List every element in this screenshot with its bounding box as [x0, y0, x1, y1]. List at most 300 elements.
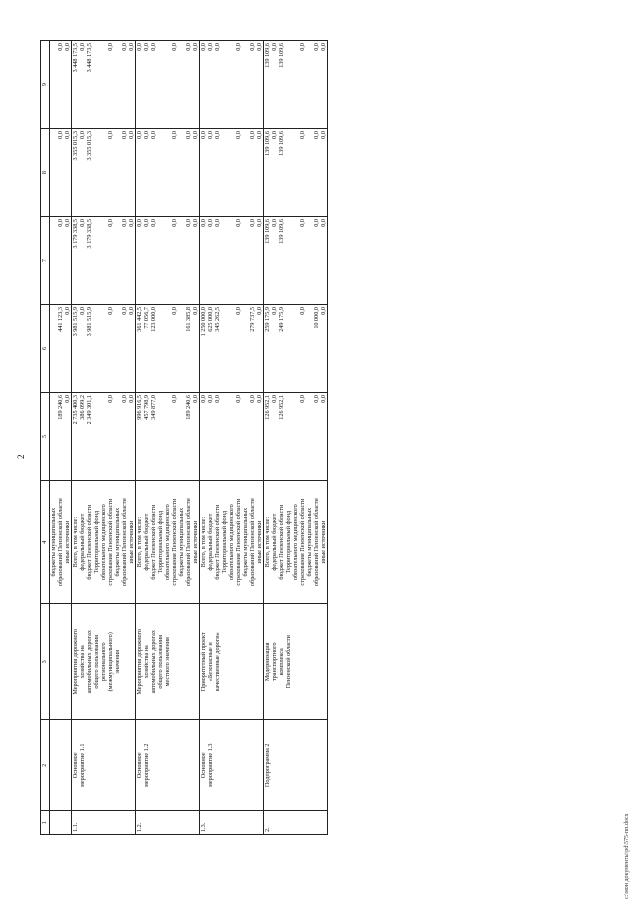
cell-text-line: бюджет Пензенской области [214, 504, 221, 580]
spacer [242, 307, 249, 390]
value: 0,0 [256, 43, 263, 51]
value: 0,0 [107, 307, 114, 315]
value: 126 952,1 [278, 394, 285, 420]
row-number-cell [136, 811, 200, 835]
cell-text-line: автомобильных дорогах [86, 630, 93, 694]
spacer [164, 307, 171, 390]
cell-text-line: иные источники [192, 520, 199, 564]
value: 441 123,3 [57, 307, 64, 332]
cell-text-line: Основное [200, 752, 207, 779]
cell-text-line: Территориальный фонд [285, 510, 292, 574]
value: 0,0 [256, 394, 263, 403]
row-number-cell [264, 811, 328, 835]
cell-text-line: Территориальный фонд [93, 510, 100, 574]
value: 0,0 [235, 219, 242, 227]
cell-text-line: бюджеты муниципальных [50, 507, 57, 577]
value-cell [200, 217, 264, 305]
spacer [50, 43, 57, 126]
value: 161 385,8 [185, 307, 192, 332]
value: 0,0 [136, 131, 143, 139]
value: 0,0 [79, 219, 86, 227]
value: 0,0 [79, 131, 86, 139]
value-cell [200, 392, 264, 480]
spacer [178, 219, 185, 302]
value: 0,0 [207, 131, 214, 139]
value: 0,0 [299, 394, 306, 403]
item-name-cell [72, 604, 136, 720]
value: 0,0 [171, 219, 178, 227]
cell-text-line: Подпрограмма 2 [264, 743, 271, 788]
value: 0,0 [192, 43, 199, 51]
value-cell [200, 41, 264, 129]
value: 0,0 [185, 219, 192, 227]
value: 0,0 [143, 131, 150, 139]
spacer [292, 131, 299, 214]
value: 0,0 [299, 131, 306, 139]
spacer [114, 307, 121, 390]
cell-text-line: Модернизация [264, 642, 271, 682]
value: 2 349 301,1 [86, 394, 93, 425]
value: 0,0 [121, 43, 128, 51]
value: 0,0 [313, 131, 320, 139]
value: 0,0 [64, 131, 71, 139]
value: 0,0 [249, 43, 256, 51]
value: 0,0 [200, 219, 207, 227]
spacer [50, 219, 57, 302]
value: 0,0 [299, 219, 306, 227]
cell-text-line: страхования Пензенской области [171, 498, 178, 586]
value: 0,0 [214, 394, 221, 403]
value: 2 735 400,3 [72, 394, 79, 425]
cell-text-line: Пензенской области [285, 635, 292, 689]
value: 625 000,0 [207, 307, 214, 332]
cell-text-line: «Безопасные и [207, 642, 214, 682]
table-row [264, 41, 328, 835]
value: 0,0 [313, 43, 320, 51]
value: 139 109,6 [278, 131, 285, 156]
value-cell [264, 217, 328, 305]
value-cell [264, 41, 328, 129]
value: 0,0 [200, 131, 207, 139]
spacer [228, 307, 235, 390]
cell-text-line: федеральный бюджет [207, 513, 214, 571]
value: 0,0 [107, 394, 114, 403]
value: 0,0 [256, 307, 263, 315]
cell-text-line: Всего, в том числе: [72, 516, 79, 568]
row-number: 1.1. [72, 822, 79, 832]
spacer [100, 219, 107, 302]
value-cell [72, 392, 136, 480]
value-cell [72, 129, 136, 217]
value: 0,0 [192, 131, 199, 139]
value: 249 175,9 [278, 307, 285, 332]
value-cell [136, 392, 200, 480]
spacer [114, 131, 121, 214]
spacer [114, 395, 121, 478]
spacer [100, 307, 107, 390]
cell-text-line: бюджеты муниципальных [306, 507, 313, 577]
value: 10 000,0 [313, 307, 320, 329]
header-cell: 2 [41, 720, 50, 811]
cell-text-line: образований Пензенской области [313, 498, 320, 587]
cell-text-line: иные источники [64, 520, 71, 564]
value-cell [50, 41, 72, 129]
spacer [228, 219, 235, 302]
value: 0,0 [171, 394, 178, 403]
value-cell [72, 41, 136, 129]
funding-sources-cell [264, 480, 328, 603]
value: 0,0 [64, 219, 71, 227]
value: 0,0 [214, 43, 221, 51]
cell-text-line: автомобильных дорогах [150, 630, 157, 694]
spacer [292, 395, 299, 478]
value: 0,0 [249, 131, 256, 139]
value: 0,0 [128, 394, 135, 403]
cell-text-line: бюджет Пензенской области [150, 504, 157, 580]
spacer [157, 43, 164, 126]
value: 0,0 [79, 307, 86, 315]
header-cell: 4 [41, 480, 50, 603]
value: 345 262,5 [214, 307, 221, 332]
table-row [72, 41, 136, 835]
value-cell [50, 217, 72, 305]
cell-text-line: качественные дороги» [214, 632, 221, 692]
value-cell [136, 129, 200, 217]
value: 0,0 [143, 43, 150, 51]
spacer [242, 219, 249, 302]
value: 139 109,6 [264, 131, 271, 156]
header-cell: 5 [41, 392, 50, 480]
spacer [50, 307, 57, 390]
funding-sources-cell [72, 480, 136, 603]
value-cell [264, 392, 328, 480]
value-cell [50, 305, 72, 393]
cell-text-line: комплекса [278, 648, 285, 676]
spacer [93, 43, 100, 126]
value-cell [136, 217, 200, 305]
spacer [178, 307, 185, 390]
table-body [50, 41, 328, 835]
value: 0,0 [320, 394, 327, 403]
value: 3 981 515,9 [86, 307, 93, 337]
header-cell: 9 [41, 41, 50, 129]
value-cell [200, 129, 264, 217]
value: 77 056,7 [143, 307, 150, 329]
cell-text-line: страхования Пензенской области [299, 498, 306, 586]
value: 0,0 [185, 43, 192, 51]
value: 0,0 [150, 219, 157, 227]
table-row [136, 41, 200, 835]
cell-text-line: страхования Пензенской области [107, 498, 114, 586]
cell-text-line: регионального [100, 642, 107, 682]
value: 0,0 [143, 219, 150, 227]
value: 0,0 [320, 43, 327, 51]
value: 0,0 [150, 43, 157, 51]
spacer [285, 131, 292, 214]
cell-text-line: образований Пензенской области [121, 498, 128, 587]
cell-text-line: иные источники [128, 520, 135, 564]
cell-text-line: мероприятие 1.3 [207, 743, 214, 788]
value: 126 952,1 [264, 394, 271, 420]
funding-sources-cell [136, 480, 200, 603]
value: 0,0 [249, 394, 256, 403]
spacer [164, 395, 171, 478]
value-cell [136, 305, 200, 393]
value: 139 109,6 [264, 43, 271, 68]
value: 0,0 [128, 307, 135, 315]
value: 3 981 515,9 [72, 307, 79, 337]
spacer [157, 395, 164, 478]
cell-text-line: обязательного медицинского [292, 504, 299, 581]
spacer [157, 131, 164, 214]
value: 0,0 [200, 394, 207, 403]
spacer [292, 219, 299, 302]
value: 0,0 [64, 43, 71, 51]
cell-text-line: федеральный бюджет [271, 513, 278, 571]
file-path-footer: c:\мои документы\pd\575-пп.docx [624, 813, 630, 899]
spacer [178, 43, 185, 126]
item-name-cell [200, 604, 264, 720]
cell-text-line: хозяйства на [79, 645, 86, 679]
value-cell [264, 305, 328, 393]
spacer [285, 219, 292, 302]
header-row [41, 41, 50, 835]
value: 0,0 [320, 131, 327, 139]
spacer [221, 307, 228, 390]
value: 0,0 [271, 43, 278, 51]
cell-text-line: хозяйства на [143, 645, 150, 679]
value: 0,0 [271, 131, 278, 139]
cell-text-line: Приоритетный проект [200, 632, 207, 692]
value: 139 109,6 [278, 219, 285, 244]
spacer [50, 395, 57, 478]
spacer [114, 43, 121, 126]
row-number: 1.3. [200, 822, 207, 832]
spacer [292, 43, 299, 126]
value: 0,0 [136, 43, 143, 51]
value: 386 099,2 [79, 394, 86, 420]
value: 0,0 [192, 219, 199, 227]
value-cell [50, 392, 72, 480]
value-cell [200, 305, 264, 393]
value: 0,0 [271, 219, 278, 227]
spacer [228, 131, 235, 214]
cell-text-line: Всего, в том числе: [200, 516, 207, 568]
spacer [164, 219, 171, 302]
item-type-cell [72, 720, 136, 811]
header-cell: 8 [41, 129, 50, 217]
cell-text-line: значения [114, 649, 121, 674]
spacer [100, 43, 107, 126]
value-cell [72, 217, 136, 305]
spacer [306, 219, 313, 302]
spacer [285, 43, 292, 126]
value: 0,0 [107, 219, 114, 227]
value: 3 355 015,3 [72, 131, 79, 161]
spacer [93, 307, 100, 390]
spacer [221, 131, 228, 214]
spacer [93, 395, 100, 478]
value: 189 240,6 [185, 394, 192, 420]
value: 0,0 [64, 394, 71, 403]
spacer [242, 131, 249, 214]
header-cell: 1 [41, 811, 50, 835]
cell-text-line: федеральный бюджет [143, 513, 150, 571]
value-cell [136, 41, 200, 129]
value: 0,0 [207, 219, 214, 227]
budget-table [40, 40, 328, 835]
header-cell: 7 [41, 217, 50, 305]
spacer [164, 43, 171, 126]
cell-text-line: мероприятие 1.1 [79, 743, 86, 788]
cell-text-line: транспортного [271, 642, 278, 682]
cell-text-line: бюджеты муниципальных [114, 507, 121, 577]
spacer [306, 131, 313, 214]
value: 0,0 [121, 394, 128, 403]
cell-text-line: Всего, в том числе: [136, 516, 143, 568]
cell-text-line: Основное [72, 752, 79, 779]
cell-text-line: образований Пензенской области [185, 498, 192, 587]
spacer [221, 43, 228, 126]
cell-text-line: образований Пензенской области [57, 498, 64, 587]
cell-text-line: общего пользования [157, 635, 164, 689]
spacer [157, 307, 164, 390]
cell-text-line: федеральный бюджет [79, 513, 86, 571]
value: 259 175,9 [264, 307, 271, 332]
value: 0,0 [128, 219, 135, 227]
spacer [221, 219, 228, 302]
value: 279 737,5 [249, 307, 256, 332]
value: 0,0 [256, 219, 263, 227]
value: 349 877,0 [150, 394, 157, 420]
spacer [178, 131, 185, 214]
cell-text-line: бюджеты муниципальных [242, 507, 249, 577]
value: 0,0 [185, 131, 192, 139]
row-number-cell [50, 811, 72, 835]
funding-sources-cell [200, 480, 264, 603]
value: 3 179 338,5 [72, 219, 79, 249]
spacer [292, 307, 299, 390]
item-name-cell [136, 604, 200, 720]
value-cell [264, 129, 328, 217]
cell-text-line: обязательного медицинского [228, 504, 235, 581]
value: 0,0 [128, 43, 135, 51]
header-cell: 3 [41, 604, 50, 720]
value: 0,0 [235, 43, 242, 51]
table-row [50, 41, 72, 835]
cell-text-line: (межмуниципального) [107, 632, 114, 692]
item-type-cell [200, 720, 264, 811]
item-name-cell [264, 604, 328, 720]
value: 0,0 [249, 219, 256, 227]
spacer [228, 395, 235, 478]
spacer [306, 307, 313, 390]
value: 0,0 [200, 43, 207, 51]
value: 0,0 [313, 219, 320, 227]
value-cell [72, 305, 136, 393]
spacer [93, 131, 100, 214]
table-row [200, 41, 264, 835]
value: 457 798,9 [143, 394, 150, 420]
spacer [221, 395, 228, 478]
value: 0,0 [107, 43, 114, 51]
value: 0,0 [207, 43, 214, 51]
cell-text-line: Мероприятия дорожного [72, 628, 79, 695]
spacer [93, 219, 100, 302]
value: 0,0 [57, 43, 64, 51]
cell-text-line: образований Пензенской области [249, 498, 256, 587]
cell-text-line: страхования Пензенской области [235, 498, 242, 586]
cell-text-line: общего пользования [93, 635, 100, 689]
value: 3 448 173,5 [86, 43, 93, 73]
value: 0,0 [271, 394, 278, 403]
row-number-cell [200, 811, 264, 835]
cell-text-line: местного значения [164, 637, 171, 687]
spacer [157, 219, 164, 302]
value: 0,0 [299, 307, 306, 315]
value: 3 179 338,5 [86, 219, 93, 249]
value: 0,0 [256, 131, 263, 139]
value: 0,0 [192, 307, 199, 315]
value: 123 000,0 [150, 307, 157, 332]
row-number-cell [72, 811, 136, 835]
cell-text-line: Территориальный фонд [157, 510, 164, 574]
funding-sources-cell [50, 480, 72, 603]
cell-text-line: обязательного медицинского [164, 504, 171, 581]
cell-text-line: иные источники [256, 520, 263, 564]
header-cell: 6 [41, 305, 50, 393]
value: 3 448 173,5 [72, 43, 79, 73]
value: 0,0 [121, 131, 128, 139]
value: 0,0 [235, 394, 242, 403]
value: 0,0 [235, 307, 242, 315]
spacer [114, 219, 121, 302]
spacer [285, 395, 292, 478]
cell-text-line: мероприятие 1.2 [143, 743, 150, 788]
cell-text-line: Основное [136, 752, 143, 779]
value: 3 355 015,3 [86, 131, 93, 161]
value: 0,0 [299, 43, 306, 51]
value: 0,0 [214, 131, 221, 139]
spacer [50, 131, 57, 214]
value: 0,0 [235, 131, 242, 139]
cell-text-line: иные источники [320, 520, 327, 564]
spacer [242, 43, 249, 126]
value-cell [50, 129, 72, 217]
value: 0,0 [128, 131, 135, 139]
cell-text-line: бюджет Пензенской области [278, 504, 285, 580]
item-type-cell [136, 720, 200, 811]
value: 0,0 [107, 131, 114, 139]
value: 0,0 [64, 307, 71, 315]
cell-text-line: бюджет Пензенской области [86, 504, 93, 580]
value: 0,0 [150, 131, 157, 139]
spacer [100, 131, 107, 214]
spacer [100, 395, 107, 478]
page-number: 2 [16, 454, 26, 459]
spacer [242, 395, 249, 478]
spacer [164, 131, 171, 214]
value: 996 916,5 [136, 394, 143, 420]
value: 0,0 [79, 43, 86, 51]
item-type-cell [264, 720, 328, 811]
value: 0,0 [207, 394, 214, 403]
spacer [228, 43, 235, 126]
value: 0,0 [57, 131, 64, 139]
row-number: 1.2. [136, 822, 143, 832]
cell-text-line: Территориальный фонд [221, 510, 228, 574]
value: 0,0 [57, 219, 64, 227]
